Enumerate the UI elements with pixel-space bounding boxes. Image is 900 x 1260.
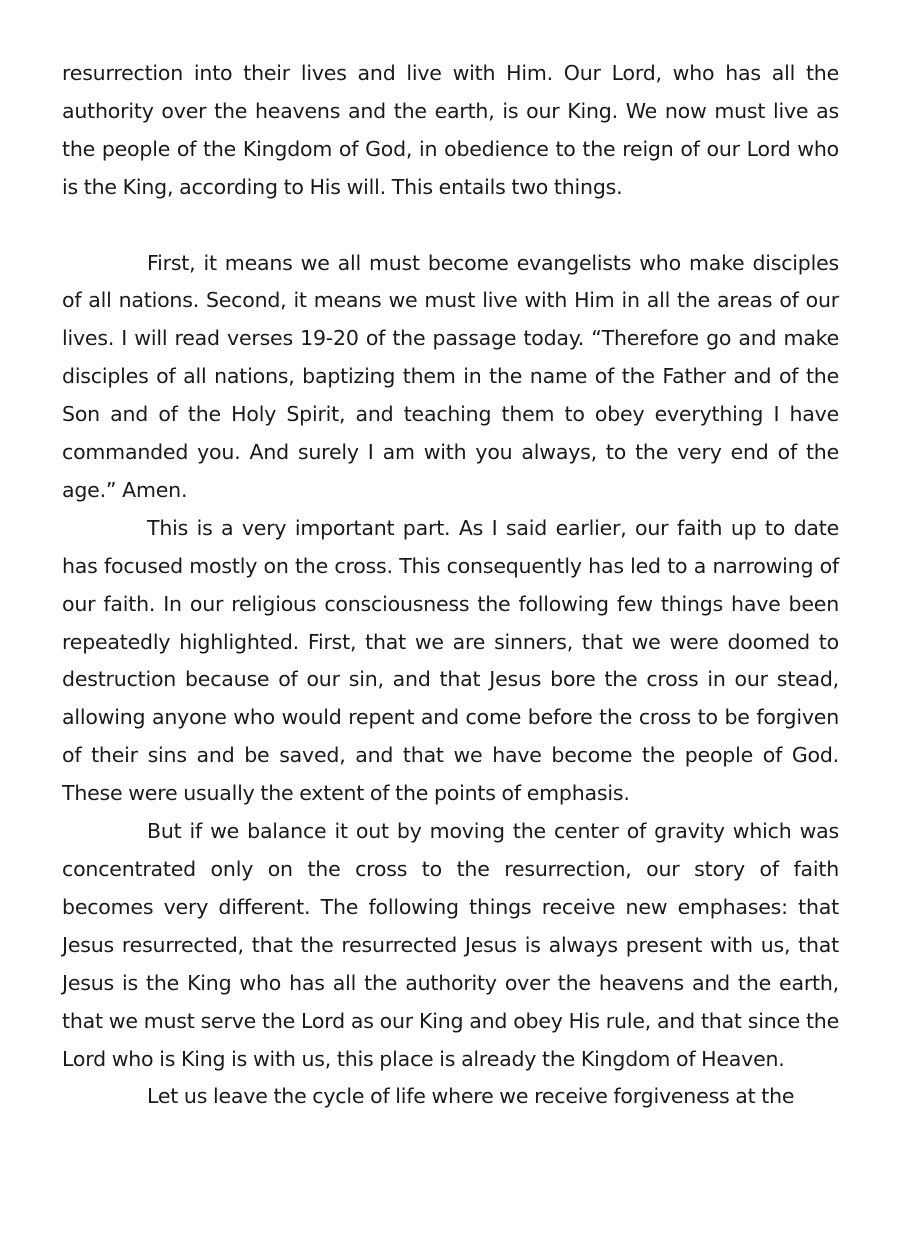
paragraph-3: This is a very important part. As I said earlier, our faith up to date has focused mostly on the cross. This consequently has led to a narrowing of our faith. In our religious consciousness the following few things have been repeatedly highlighted. First, that we are sinners, that we were doomed to destruction because of our sin, and that Jesus bore the cross in our stead, allowing anyone who would repent and come before the cross to be forgiven of their sins and be saved, and that we have become the people of God. These were usually the extent of the points of emphasis. bbox=[62, 515, 839, 806]
paragraph-1: resurrection into their lives and live with Him. Our Lord, who has all the authority over the heavens and the earth, is our King. We now must live as the people of the Kingdom of God, in obedience to the reign of our Lord who is the King, according to His will. This entails two things. bbox=[62, 61, 839, 199]
paragraph-4: But if we balance it out by moving the center of gravity which was concentrated only on the cross to the resurrection, our story of faith becomes very different. The following things receive new emphases: that Jesus resurrected, that the resurrected Jesus is always present with us, that Jesus is the King who has all the authority over the heavens and the earth, that we must serve the Lord as our King and obey His rule, and that since the Lord who is King is with us, this place is already the Kingdom of Heaven. bbox=[62, 819, 839, 1071]
document-page bbox=[62, 55, 839, 1116]
paragraph-5: Let us leave the cycle of life where we receive forgiveness at the bbox=[147, 1084, 795, 1109]
paragraph-2: First, it means we all must become evangelists who make disciples of all nations. Second, it means we must live with Him in all the areas of our lives. I will read verses 19-20 of the passage today. “Therefore go and make disciples of all nations, baptizing them in the name of the Father and of the Son and of the Holy Spirit, and teaching them to obey everything I have commanded you. And surely I am with you always, to the very end of the age.” Amen. bbox=[62, 250, 839, 502]
